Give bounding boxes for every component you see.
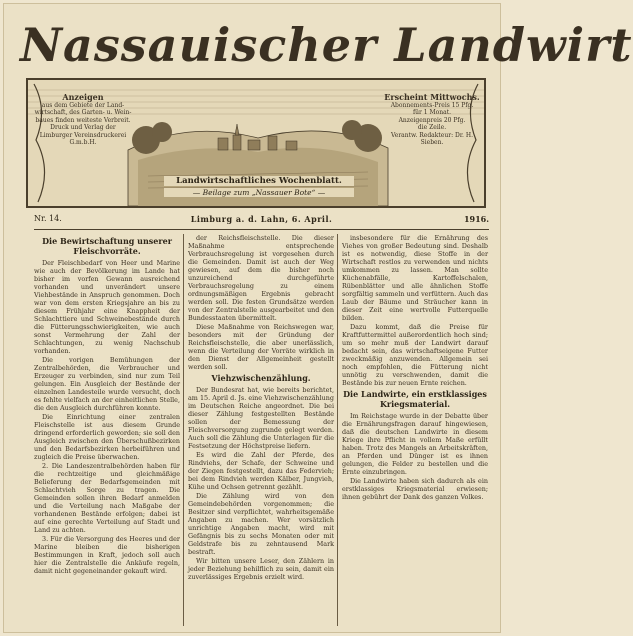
subscription-line: Anzeigenpreis 20 Pfg.: [398, 116, 466, 124]
advertising-line: baues finden weiteste Verbreit.: [35, 116, 131, 124]
issue-year: 1916.: [463, 214, 489, 224]
column-two: [188, 234, 334, 628]
article-paragraph: Die Einrichtung einer zentralen Fleischstelle ist aus diesem Grunde dringend erforderlich geworden; sie soll den Ausgleich zwischen den Überschußbezirken und den Bedarfsbezirken herbeiführen und zugleich die Preise überwachen.: [34, 413, 180, 461]
advertising-line: Limburger Vereinsdruckerei G.m.b.H.: [39, 131, 127, 146]
article-paragraph: Dazu kommt, daß die Preise für Kraftfuttermittel außerordentlich hoch sind; um so mehr muß der Landwirt darauf bedacht sein, das wirtschaftseigene Futter zweckmäßig anzuwenden. Allgemein sei noch empfohlen, die Fütterung nicht unnötig zu verschwenden, damit die Bestände bis zur neuen Ernte reichen.: [342, 323, 488, 387]
subscription-box: [382, 94, 482, 147]
dateline: [34, 213, 489, 227]
newspaper-page: [3, 3, 633, 633]
article-heading: Die Bewirtschaftung unserer Fleischvorräte.: [42, 236, 172, 256]
article-paragraph: Der Fleischbedarf von Heer und Marine wie auch der Bevölkerung im Lande hat bisher im vorfen Gewann ausreichend vorhanden und unverändert unsere Viehbestände in Anspruch genommen. Doch war von dem ersten Kriegsjahre an bis zu diesem Frühjahr eine Knappheit der Schlachttiere und Schweinebestände durch die Fütterungsschwierigkeiten, wie auch sonst Vermehrung der Zahl der Schlachtungen, zu wenig Nachschub vorhanden.: [34, 259, 180, 355]
article-paragraph: Die Zählung wird von den Gemeindebehörden vorgenommen; die Besitzer sind verpflichtet, wahrheitsgemäße Angaben zu machen. Wer vorsätzlich unrichtige Angaben macht, wird mit Gefängnis bis zu sechs Monaten oder mit Geldstrafe bis zu zehntausend Mark bestraft.: [188, 492, 334, 556]
advertising-line: aus dem Gebiete der Land-: [41, 101, 125, 109]
advertising-line: Druck und Verlag der: [50, 124, 116, 131]
tagline: Landwirtschaftliches Wochenblatt.: [164, 176, 354, 186]
subscription-line: Abonnements-Preis 15 Pfg.: [390, 101, 474, 109]
article-paragraph: 3. Für die Versorgung des Heeres und der Marine bleiben die bisherigen Bestimmungen in Kraft, jedoch soll auch hier die Zentralstelle die Ankäufe regeln, damit nicht gegeneinander gekauft wird.: [34, 535, 180, 575]
column-three: [342, 234, 488, 628]
article-paragraph: der Reichsfleischstelle. Die dieser Maßnahme entsprechende Verbrauchsregelung ist vorgesehen durch die Gemeinden. Damit ist auch der Weg gewiesen, auf dem die bisher noch unzureichend durchgeführte Verbrauchsregelung zu einem ordnungsmäßigen Ergebnis gebracht werden soll. Die festen Grundsätze werden von der Zentralstelle ausgearbeitet und den Bundesstaaten übermittelt.: [188, 234, 334, 322]
issue-number: Nr. 14.: [34, 214, 62, 223]
subscription-line: Verantw. Redakteur: Dr. H. Sieben.: [390, 131, 473, 146]
article-heading: Viehzwischenzählung.: [211, 373, 311, 383]
article-heading: Die Landwirte, ein erstklassiges Kriegsmaterial.: [343, 389, 487, 409]
article-paragraph: Wir bitten unsere Leser, den Zählern in jeder Beziehung behilflich zu sein, damit ein zuverlässiges Ergebnis erzielt wird.: [188, 557, 334, 581]
article-paragraph: Diese Maßnahme von Reichswegen war, besonders mit der Gründung der Reichsfleischstelle, die aber unerlässlich, wenn die Verteilung der Vorräte wirklich in den Dienst der Allgemeinheit gestellt werden soll.: [188, 323, 334, 371]
article-paragraph: 2. Die Landeszentralbehörden haben für die rechtzeitige und gleichmäßige Belieferung der Bedarfsgemeinden mit Schlachtvieh Sorge zu tragen. Die Gemeinden sollen ihren Bedarf anmelden und die Verteilung nach Maßgabe der vorhandenen Bestände erfolgen; dabei ist auf eine gerechte Verteilung auf Stadt und Land zu achten.: [34, 462, 180, 534]
subscription-line: für 1 Monat.: [412, 109, 452, 116]
article-paragraph: insbesondere für die Ernährung des Viehes von großer Bedeutung sind. Deshalb ist es notwendig, diese Stoffe in der Wirtschaft restlos zu verwenden und nichts umkommen zu lassen. Man sollte Küchenabfälle, Kartoffelschalen, Rübenblätter und alle ähnlichen Stoffe sorgfältig sammeln und verfüttern. Auch das Laub der Bäume und Sträucher kann in dieser Zeit eine wertvolle Futterquelle bilden.: [342, 234, 488, 322]
advertising-line: wirtschaft, des Garten- u. Wein-: [34, 109, 132, 116]
subscription-heading: Erscheint Mittwochs.: [384, 92, 480, 102]
article-paragraph: Die Landwirte haben sich dadurch als ein erstklassiges Kriegsmaterial erwiesen; ihnen gebührt der Dank des ganzen Volkes.: [342, 477, 488, 501]
advertising-box: [34, 94, 132, 147]
article-paragraph: Die vorigen Bemühungen der Zentralbehörden, die Verbraucher und Erzeuger zu verbinden, sind nur zum Teil gelungen. Ein Ausgleich der Bestände der einzelnen Landesteile wurde versucht, doch es fehlte vielfach an der einheitlichen Stelle, die den Ausgleich durchführen konnte.: [34, 356, 180, 412]
masthead-title: Nassauischer Landwirt: [20, 18, 633, 72]
advertising-heading: Anzeigen: [62, 92, 104, 102]
column-one: [34, 234, 180, 628]
subscription-line: die Zeile.: [417, 124, 447, 131]
header-rule: [34, 229, 489, 230]
article-paragraph: Im Reichstage wurde in der Debatte über die Ernährungsfragen darauf hingewiesen, daß die deutschen Landwirte in diesem Kriege ihre Pflicht in vollem Maße erfüllt haben. Trotz des Mangels an Arbeitskräften, an Pferden und Dünger ist es ihnen gelungen, die Felder zu bestellen und die Ernte einzubringen.: [342, 412, 488, 476]
supplement-note: — Beilage zum „Nassauer Bote“ —: [164, 188, 354, 197]
column-divider: [183, 234, 184, 626]
column-divider: [337, 234, 338, 626]
article-paragraph: Es wird die Zahl der Pferde, des Rindviehs, der Schafe, der Schweine und der Ziegen festgestellt, dazu das Federvieh; bei dem Rindvieh werden Kälber, Jungvieh, Kühe und Ochsen getrennt gezählt.: [188, 451, 334, 491]
article-paragraph: Der Bundesrat hat, wie bereits berichtet, am 15. April d. Js. eine Viehzwischenzählung im Deutschen Reiche angeordnet. Die bei dieser Zählung festgestellten Bestände sollen der Bemessung der Fleischversorgung zugrunde gelegt werden. Auch soll die Zählung die Unterlagen für die Festsetzung der Höchstpreise liefern.: [188, 386, 334, 450]
issue-date: Limburg a. d. Lahn, 6. April.: [190, 214, 333, 224]
